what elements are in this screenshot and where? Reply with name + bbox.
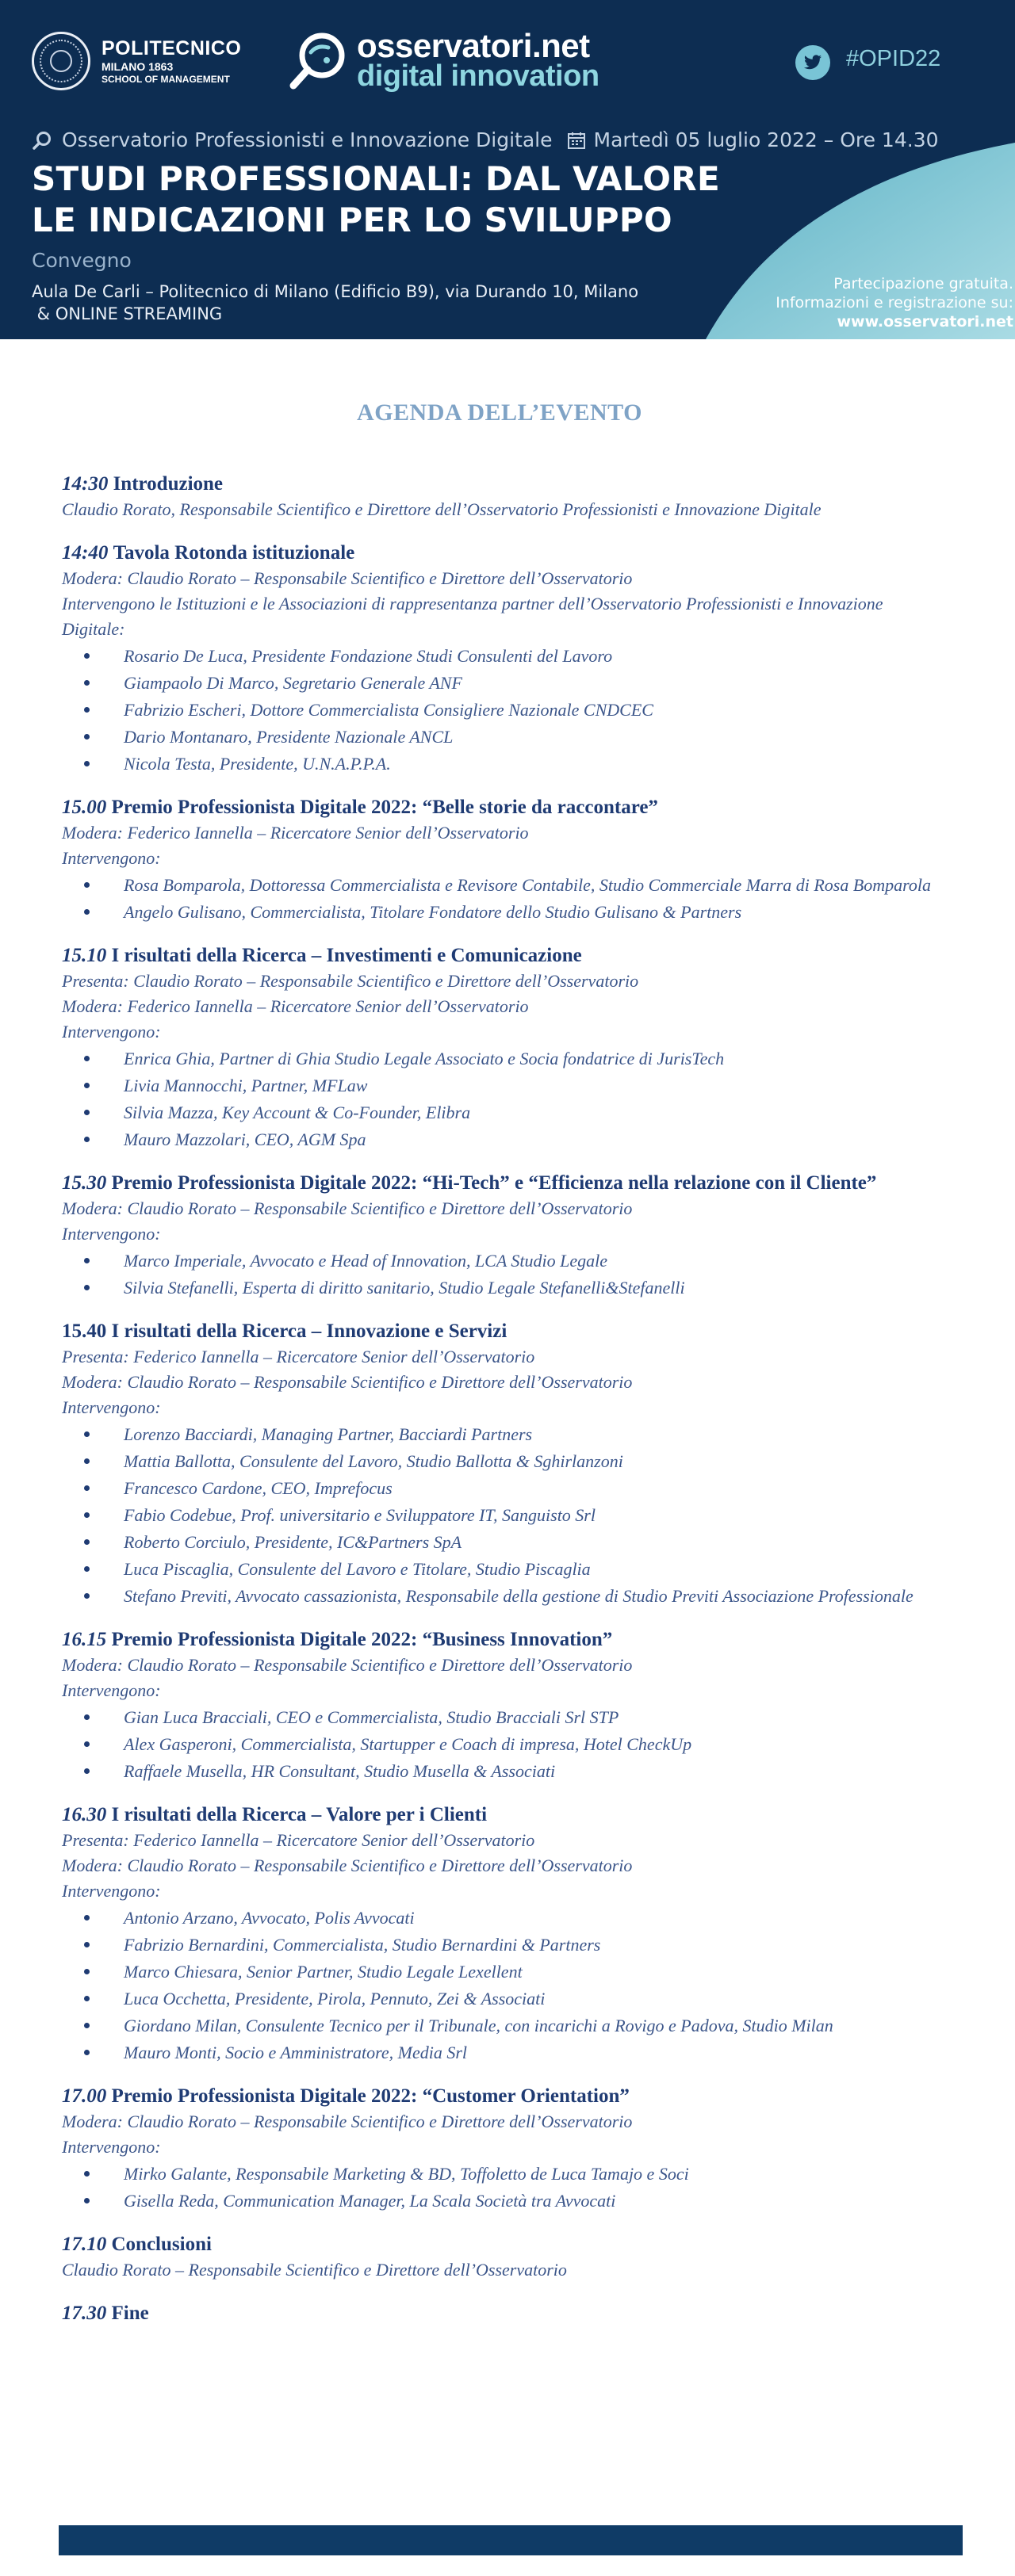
agenda-session <box>62 794 934 925</box>
speaker-list <box>62 1046 934 1152</box>
session-role-line <box>62 1395 934 1420</box>
role-label: Modera: <box>62 1198 123 1218</box>
title-line-2: LE INDICAZIONI PER LO SVILUPPO <box>32 201 672 239</box>
session-heading <box>62 471 934 497</box>
agenda-session <box>62 2300 934 2326</box>
session-role-line <box>62 846 934 871</box>
session-role-line <box>62 1878 934 1904</box>
session-time: 15.10 <box>62 945 107 966</box>
event-hashtag[interactable]: #OPID22 <box>846 46 941 71</box>
session-title: Premio Professionista Digitale 2022: “Customer Orientation” <box>111 2085 630 2107</box>
speaker-item: Silvia Mazza, Key Account & Co-Founder, Elibra <box>62 1100 934 1126</box>
osservatori-brand: osservatori.net <box>357 27 590 64</box>
agenda-title: AGENDA DELL’EVENTO <box>357 399 642 426</box>
politecnico-city: MILANO 1863 <box>102 59 174 73</box>
agenda-session <box>62 540 934 777</box>
speaker-item: Luca Occhetta, Presidente, Pirola, Pennuto, Zei & Associati <box>62 1986 934 2012</box>
speaker-item: Mirko Galante, Responsabile Marketing & BD, Toffoletto de Luca Tamajo e Soci <box>62 2161 934 2187</box>
role-text: Claudio Rorato – Responsabile Scientifico e Direttore dell’Osservatorio <box>122 1372 633 1392</box>
session-heading <box>62 1802 934 1828</box>
speaker-item: Enrica Ghia, Partner di Ghia Studio Legale Associato e Socia fondatrice di JurisTech <box>62 1046 934 1072</box>
speaker-list <box>62 1248 934 1301</box>
role-text: Claudio Rorato – Responsabile Scientifico e Direttore dell’Osservatorio <box>122 1198 633 1218</box>
role-label: Modera: <box>62 2112 123 2131</box>
speaker-item: Mauro Mazzolari, CEO, AGM Spa <box>62 1127 934 1152</box>
role-label: Intervengono: <box>62 2137 161 2157</box>
role-label: Presenta: <box>62 1347 129 1366</box>
speaker-item: Luca Piscaglia, Consulente del Lavoro e Titolare, Studio Piscaglia <box>62 1557 934 1582</box>
session-title: Introduzione <box>113 473 224 495</box>
session-heading <box>62 1626 934 1653</box>
role-label: Intervengono: <box>62 1881 161 1901</box>
session-time: 17.00 <box>62 2085 107 2107</box>
role-text: Federico Iannella – Ricercatore Senior dell’Osservatorio <box>128 1830 535 1850</box>
role-label: Intervengono: <box>62 1397 161 1417</box>
session-role-line <box>62 1370 934 1395</box>
role-label: Modera: <box>62 568 123 588</box>
session-title: Premio Professionista Digitale 2022: “Business Innovation” <box>111 1629 613 1650</box>
speaker-item: Rosario De Luca, Presidente Fondazione Studi Consulenti del Lavoro <box>62 644 934 669</box>
session-time: 17.10 <box>62 2234 107 2255</box>
speaker-list <box>62 1705 934 1784</box>
agenda-session <box>62 2231 934 2283</box>
speaker-item: Roberto Corciulo, Presidente, IC&Partners SpA <box>62 1530 934 1555</box>
speaker-item: Silvia Stefanelli, Esperta di diritto sanitario, Studio Legale Stefanelli&Stefanelli <box>62 1275 934 1301</box>
speaker-item: Nicola Testa, Presidente, U.N.A.P.P.A. <box>62 751 934 777</box>
session-title: Conclusioni <box>111 2234 212 2255</box>
session-time: 16.15 <box>62 1629 107 1650</box>
politecnico-school: SCHOOL OF MANAGEMENT <box>102 73 230 85</box>
session-role-line <box>62 1344 934 1370</box>
agenda-session <box>62 1318 934 1609</box>
speaker-item: Stefano Previti, Avvocato cassazionista, Responsabile della gestione di Studio Previti Associazione Professionale <box>62 1584 934 1609</box>
session-time: 14:40 <box>62 542 109 564</box>
politecnico-name: POLITECNICO <box>102 36 242 59</box>
session-time: 17.30 <box>62 2303 107 2324</box>
session-role-line <box>62 566 934 591</box>
session-time: 16.30 <box>62 1804 107 1825</box>
search-icon <box>32 130 52 151</box>
role-label: Modera: <box>62 823 123 843</box>
role-text: Claudio Rorato – Responsabile Scientifico e Direttore dell’Osservatorio <box>122 568 633 588</box>
role-label: Presenta: <box>62 1830 129 1850</box>
role-text: Claudio Rorato – Responsabile Scientifico e Direttore dell’Osservatorio <box>122 2112 633 2131</box>
speaker-item: Mauro Monti, Socio e Amministratore, Media Srl <box>62 2040 934 2066</box>
session-heading <box>62 2300 934 2326</box>
speaker-list <box>62 644 934 777</box>
agenda-session <box>62 942 934 1152</box>
magnifier-logo-icon <box>287 29 350 92</box>
event-meta <box>32 128 939 151</box>
agenda-session <box>62 1626 934 1784</box>
agenda-session <box>62 1170 934 1301</box>
session-heading <box>62 1318 934 1344</box>
session-title: Fine <box>111 2303 149 2324</box>
role-text: Intervengono le Istituzioni e le Associazioni di rappresentanza partner dell’Osservatorio Professionisti e Innovazione Digitale: <box>62 594 883 639</box>
speaker-item: Alex Gasperoni, Commercialista, Startupper e Coach di impresa, Hotel CheckUp <box>62 1732 934 1757</box>
speaker-item: Giordano Milan, Consulente Tecnico per il Tribunale, con incarichi a Rovigo e Padova, Studio Milan <box>62 2013 934 2039</box>
speaker-item: Livia Mannocchi, Partner, MFLaw <box>62 1073 934 1099</box>
event-venue <box>32 281 638 325</box>
agenda-session <box>62 471 934 522</box>
session-title: I risultati della Ricerca – Valore per i Clienti <box>111 1804 488 1825</box>
session-role-line <box>62 1221 934 1247</box>
osservatori-tagline: digital innovation <box>357 59 599 93</box>
speaker-item: Angelo Gulisano, Commercialista, Titolare Fondatore dello Studio Gulisano & Partners <box>62 900 934 925</box>
agenda-session <box>62 2083 934 2214</box>
role-text: Claudio Rorato – Responsabile Scientifico e Direttore dell’Osservatorio <box>122 1655 633 1675</box>
role-text: Claudio Rorato – Responsabile Scientifico e Direttore dell’Osservatorio <box>122 1856 633 1875</box>
session-role-line <box>62 1853 934 1878</box>
session-role-line <box>62 497 934 522</box>
session-heading <box>62 540 934 566</box>
page-title <box>32 159 745 241</box>
calendar-icon <box>567 131 586 150</box>
role-label: Modera: <box>62 996 123 1016</box>
session-time: 15.30 <box>62 1172 107 1194</box>
speaker-item: Raffaele Musella, HR Consultant, Studio Musella & Associati <box>62 1759 934 1784</box>
participation-info <box>776 274 1013 331</box>
session-title: I risultati della Ricerca – Innovazione e Servizi <box>111 1320 508 1342</box>
speaker-item: Gian Luca Bracciali, CEO e Commercialista, Studio Bracciali Srl STP <box>62 1705 934 1730</box>
speaker-item: Fabio Codebue, Prof. universitario e Sviluppatore IT, Sanguisto Srl <box>62 1503 934 1528</box>
session-heading <box>62 2231 934 2257</box>
session-role-line <box>62 2257 934 2283</box>
role-text: Federico Iannella – Ricercatore Senior dell’Osservatorio <box>122 996 529 1016</box>
session-heading <box>62 1170 934 1196</box>
role-label: Intervengono: <box>62 1680 161 1700</box>
speaker-item: Mattia Ballotta, Consulente del Lavoro, Studio Ballotta & Sghirlanzoni <box>62 1449 934 1474</box>
title-line-1: STUDI PROFESSIONALI: DAL VALORE <box>32 159 720 198</box>
speaker-item: Fabrizio Escheri, Dottore Commercialista Consigliere Nazionale CNDCEC <box>62 698 934 723</box>
session-role-line <box>62 1653 934 1678</box>
politecnico-seal-icon <box>32 32 90 90</box>
session-role-line <box>62 2109 934 2135</box>
speaker-item: Rosa Bomparola, Dottoressa Commercialista e Revisore Contabile, Studio Commerciale Marra di Rosa Bomparola <box>62 873 934 898</box>
role-label: Modera: <box>62 1856 123 1875</box>
session-title: Tavola Rotonda istituzionale <box>113 542 355 564</box>
venue-line-2: & ONLINE STREAMING <box>32 304 223 323</box>
session-heading <box>62 794 934 820</box>
agenda-list <box>62 471 934 2344</box>
role-label: Modera: <box>62 1372 123 1392</box>
agenda-session <box>62 1802 934 2066</box>
twitter-icon[interactable] <box>795 45 830 80</box>
role-label: Intervengono: <box>62 1022 161 1041</box>
session-title: I risultati della Ricerca – Investimenti e Comunicazione <box>111 945 582 966</box>
speaker-item: Lorenzo Bacciardi, Managing Partner, Bacciardi Partners <box>62 1422 934 1447</box>
participation-free: Partecipazione gratuita. <box>833 275 1013 292</box>
speaker-item: Gisella Reda, Communication Manager, La Scala Società tra Avvocati <box>62 2188 934 2214</box>
session-role-line <box>62 820 934 846</box>
role-text: Claudio Rorato – Responsabile Scientifico e Direttore dell’Osservatorio <box>62 2260 567 2280</box>
role-label: Presenta: <box>62 971 129 991</box>
role-text: Claudio Rorato, Responsabile Scientifico e Direttore dell’Osservatorio Professionisti e Innovazione Digitale <box>62 499 822 519</box>
speaker-item: Antonio Arzano, Avvocato, Polis Avvocati <box>62 1905 934 1931</box>
role-label: Intervengono: <box>62 848 161 868</box>
session-heading <box>62 942 934 969</box>
event-type: Convegno <box>32 249 132 272</box>
event-date: Martedì 05 luglio 2022 – Ore 14.30 <box>593 128 939 151</box>
session-role-line <box>62 969 934 994</box>
session-heading <box>62 2083 934 2109</box>
role-label: Modera: <box>62 1655 123 1675</box>
event-banner <box>0 0 1015 339</box>
registration-link[interactable]: www.osservatori.net <box>837 313 1013 331</box>
politecnico-logo[interactable] <box>32 32 241 90</box>
footer-bar <box>59 2525 963 2555</box>
speaker-item: Marco Chiesara, Senior Partner, Studio Legale Lexellent <box>62 1959 934 1985</box>
session-role-line <box>62 1019 934 1045</box>
speaker-item: Giampaolo Di Marco, Segretario Generale ANF <box>62 671 934 696</box>
speaker-list <box>62 873 934 925</box>
role-text: Federico Iannella – Ricercatore Senior dell’Osservatorio <box>122 823 529 843</box>
speaker-list <box>62 1905 934 2066</box>
session-role-line <box>62 1828 934 1853</box>
venue-line-1: Aula De Carli – Politecnico di Milano (Edificio B9), via Durando 10, Milano <box>32 282 639 301</box>
speaker-item: Francesco Cardone, CEO, Imprefocus <box>62 1476 934 1501</box>
session-time: 15.40 <box>62 1320 107 1342</box>
role-text: Claudio Rorato – Responsabile Scientifico e Direttore dell’Osservatorio <box>128 971 639 991</box>
role-text: Federico Iannella – Ricercatore Senior dell’Osservatorio <box>128 1347 535 1366</box>
session-role-line <box>62 1678 934 1703</box>
session-title: Premio Professionista Digitale 2022: “Belle storie da raccontare” <box>111 797 658 818</box>
session-role-line <box>62 994 934 1019</box>
session-time: 15.00 <box>62 797 107 818</box>
speaker-list <box>62 2161 934 2214</box>
speaker-item: Fabrizio Bernardini, Commercialista, Studio Bernardini & Partners <box>62 1932 934 1958</box>
observatory-name: Osservatorio Professionisti e Innovazione Digitale <box>62 128 553 151</box>
session-role-line <box>62 1196 934 1221</box>
session-title: Premio Professionista Digitale 2022: “Hi-Tech” e “Efficienza nella relazione con il Cliente” <box>111 1172 877 1194</box>
session-role-line <box>62 591 934 642</box>
osservatori-logo[interactable] <box>287 29 599 92</box>
role-label: Intervengono: <box>62 1224 161 1244</box>
participation-registration: Informazioni e registrazione su: <box>776 294 1013 311</box>
session-role-line <box>62 2135 934 2160</box>
session-time: 14:30 <box>62 473 109 495</box>
speaker-list <box>62 1422 934 1609</box>
speaker-item: Dario Montanaro, Presidente Nazionale ANCL <box>62 724 934 750</box>
speaker-item: Marco Imperiale, Avvocato e Head of Innovation, LCA Studio Legale <box>62 1248 934 1274</box>
